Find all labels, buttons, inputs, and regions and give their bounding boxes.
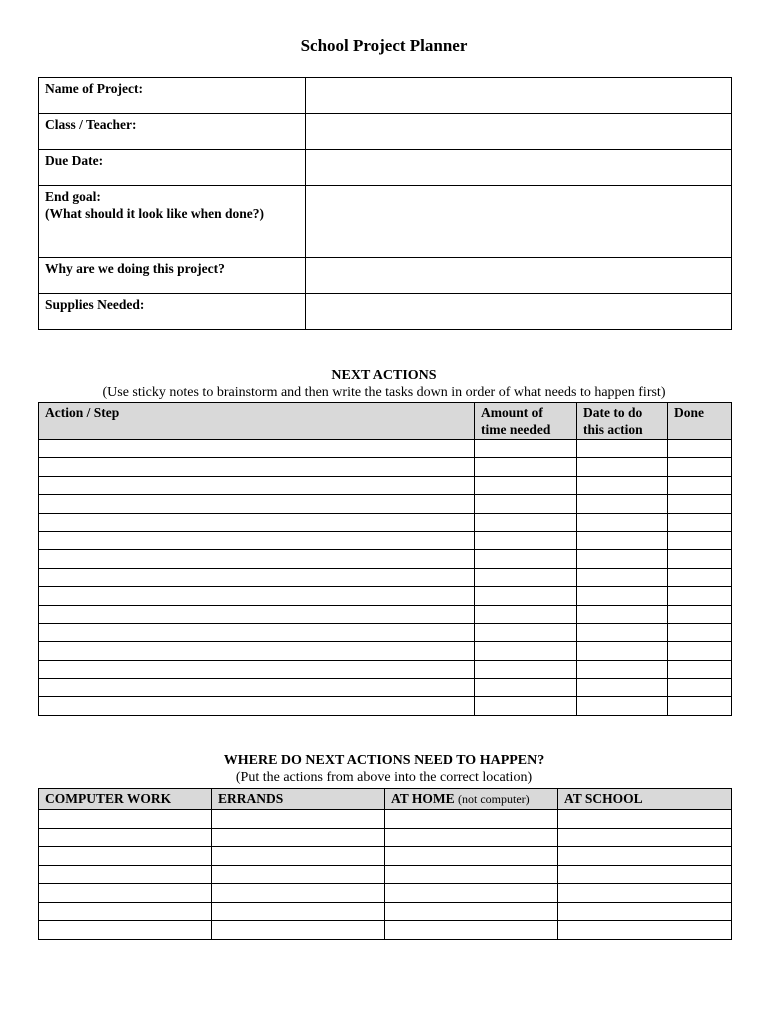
table-cell[interactable] xyxy=(558,921,732,940)
table-cell[interactable] xyxy=(577,531,668,549)
column-header xyxy=(39,789,212,810)
table-header-row xyxy=(39,789,732,810)
table-cell[interactable] xyxy=(668,513,732,531)
table-cell[interactable] xyxy=(668,568,732,586)
table-row xyxy=(39,587,732,605)
column-header-line: Amount of xyxy=(481,405,543,420)
table-cell[interactable] xyxy=(39,587,475,605)
table-cell[interactable] xyxy=(475,587,577,605)
table-cell[interactable] xyxy=(385,865,558,884)
table-row xyxy=(39,902,732,921)
table-cell[interactable] xyxy=(39,605,475,623)
table-cell[interactable] xyxy=(577,660,668,678)
next-actions-table xyxy=(38,402,732,716)
table-row xyxy=(39,847,732,866)
table-cell[interactable] xyxy=(212,810,385,829)
column-header xyxy=(558,789,732,810)
table-cell[interactable] xyxy=(475,513,577,531)
table-row xyxy=(39,440,732,458)
table-row xyxy=(39,697,732,715)
info-row xyxy=(39,258,732,294)
table-cell[interactable] xyxy=(558,902,732,921)
table-cell[interactable] xyxy=(668,531,732,549)
table-cell[interactable] xyxy=(558,865,732,884)
table-cell[interactable] xyxy=(39,550,475,568)
table-cell[interactable] xyxy=(577,550,668,568)
table-cell[interactable] xyxy=(475,476,577,494)
table-cell[interactable] xyxy=(212,884,385,903)
info-label: End goal: xyxy=(45,189,101,204)
column-header-label: COMPUTER WORK xyxy=(45,791,172,806)
table-cell[interactable] xyxy=(668,458,732,476)
column-header-label: ERRANDS xyxy=(218,791,284,806)
table-cell[interactable] xyxy=(577,476,668,494)
column-header xyxy=(475,403,577,440)
info-row xyxy=(39,150,732,186)
table-cell[interactable] xyxy=(212,865,385,884)
table-cell[interactable] xyxy=(212,847,385,866)
table-cell[interactable] xyxy=(39,476,475,494)
table-row xyxy=(39,660,732,678)
table-cell[interactable] xyxy=(39,865,212,884)
table-cell[interactable] xyxy=(577,605,668,623)
table-row xyxy=(39,810,732,829)
info-row xyxy=(39,186,732,258)
table-cell[interactable] xyxy=(668,660,732,678)
table-cell[interactable] xyxy=(577,623,668,641)
info-label: Supplies Needed: xyxy=(39,294,306,330)
table-cell[interactable] xyxy=(385,921,558,940)
table-cell[interactable] xyxy=(385,902,558,921)
column-header xyxy=(668,403,732,440)
column-header-note: (not computer) xyxy=(458,792,530,806)
table-row xyxy=(39,679,732,697)
table-cell[interactable] xyxy=(212,902,385,921)
table-cell[interactable] xyxy=(39,531,475,549)
table-cell[interactable] xyxy=(668,440,732,458)
section-subheading: (Put the actions from above into the correct location) xyxy=(235,770,533,785)
table-cell[interactable] xyxy=(475,623,577,641)
table-cell[interactable] xyxy=(39,440,475,458)
table-cell[interactable] xyxy=(668,550,732,568)
info-label: Due Date: xyxy=(39,150,306,186)
table-row xyxy=(39,605,732,623)
table-cell[interactable] xyxy=(475,495,577,513)
table-cell[interactable] xyxy=(475,531,577,549)
table-cell[interactable] xyxy=(385,828,558,847)
table-cell[interactable] xyxy=(39,697,475,715)
table-cell[interactable] xyxy=(475,550,577,568)
table-cell[interactable] xyxy=(39,828,212,847)
info-field-supplies[interactable] xyxy=(306,294,732,330)
column-header xyxy=(39,403,475,440)
table-row xyxy=(39,531,732,549)
table-cell[interactable] xyxy=(39,623,475,641)
table-row xyxy=(39,865,732,884)
table-row xyxy=(39,921,732,940)
table-cell[interactable] xyxy=(212,921,385,940)
where-table xyxy=(38,788,732,940)
table-cell[interactable] xyxy=(39,642,475,660)
section-heading: WHERE DO NEXT ACTIONS NEED TO HAPPEN? xyxy=(223,753,545,768)
table-cell[interactable] xyxy=(39,568,475,586)
info-label: Class / Teacher: xyxy=(39,114,306,150)
table-cell[interactable] xyxy=(668,587,732,605)
table-cell[interactable] xyxy=(558,828,732,847)
info-field-class-teacher[interactable] xyxy=(306,114,732,150)
table-cell[interactable] xyxy=(39,847,212,866)
table-cell[interactable] xyxy=(475,605,577,623)
column-header-line: time needed xyxy=(481,422,551,437)
table-cell[interactable] xyxy=(668,642,732,660)
table-cell[interactable] xyxy=(39,679,475,697)
column-header xyxy=(385,789,558,810)
table-cell[interactable] xyxy=(39,810,212,829)
column-header-line: this action xyxy=(583,422,643,437)
table-row xyxy=(39,550,732,568)
info-label-cell xyxy=(39,186,306,258)
table-cell[interactable] xyxy=(39,921,212,940)
section-subheading: (Use sticky notes to brainstorm and then write the tasks down in order of what needs to happen first) xyxy=(102,385,666,400)
table-row xyxy=(39,513,732,531)
table-cell[interactable] xyxy=(668,679,732,697)
table-cell[interactable] xyxy=(39,884,212,903)
info-label: Name of Project: xyxy=(39,78,306,114)
table-cell[interactable] xyxy=(577,513,668,531)
info-row xyxy=(39,114,732,150)
table-cell[interactable] xyxy=(577,458,668,476)
table-cell[interactable] xyxy=(668,623,732,641)
table-cell[interactable] xyxy=(385,847,558,866)
table-cell[interactable] xyxy=(39,513,475,531)
table-row xyxy=(39,642,732,660)
table-header-row xyxy=(39,403,732,440)
table-cell[interactable] xyxy=(577,568,668,586)
table-cell[interactable] xyxy=(39,495,475,513)
table-row xyxy=(39,458,732,476)
table-cell[interactable] xyxy=(385,884,558,903)
table-cell[interactable] xyxy=(577,679,668,697)
table-cell[interactable] xyxy=(475,642,577,660)
table-cell[interactable] xyxy=(475,440,577,458)
where-header xyxy=(0,752,768,786)
column-header-line: Action / Step xyxy=(45,405,120,420)
table-row xyxy=(39,476,732,494)
table-row xyxy=(39,495,732,513)
table-cell[interactable] xyxy=(475,660,577,678)
table-cell[interactable] xyxy=(668,697,732,715)
section-heading: NEXT ACTIONS xyxy=(331,368,437,383)
project-info-table xyxy=(38,77,732,330)
table-cell[interactable] xyxy=(558,847,732,866)
table-cell[interactable] xyxy=(668,476,732,494)
column-header-line: Done xyxy=(674,405,704,420)
table-cell[interactable] xyxy=(475,458,577,476)
column-header-label: AT SCHOOL xyxy=(564,791,643,806)
column-header xyxy=(577,403,668,440)
table-cell[interactable] xyxy=(385,810,558,829)
info-field-name-of-project[interactable] xyxy=(306,78,732,114)
table-cell[interactable] xyxy=(212,828,385,847)
table-row xyxy=(39,568,732,586)
table-cell[interactable] xyxy=(668,495,732,513)
info-sublabel: (What should it look like when done?) xyxy=(45,206,265,221)
table-cell[interactable] xyxy=(577,642,668,660)
table-cell[interactable] xyxy=(39,660,475,678)
table-cell[interactable] xyxy=(39,458,475,476)
column-header-line: Date to do xyxy=(583,405,643,420)
info-row xyxy=(39,78,732,114)
next-actions-header xyxy=(0,367,768,401)
table-row xyxy=(39,623,732,641)
table-cell[interactable] xyxy=(577,697,668,715)
column-header xyxy=(212,789,385,810)
table-cell[interactable] xyxy=(558,810,732,829)
info-field-end-goal[interactable] xyxy=(306,186,732,258)
table-cell[interactable] xyxy=(577,495,668,513)
table-cell[interactable] xyxy=(475,697,577,715)
info-row xyxy=(39,294,732,330)
column-header-label: AT HOME xyxy=(391,791,455,806)
info-field-why[interactable] xyxy=(306,258,732,294)
table-row xyxy=(39,884,732,903)
table-cell[interactable] xyxy=(577,440,668,458)
info-label: Why are we doing this project? xyxy=(39,258,306,294)
table-cell[interactable] xyxy=(577,587,668,605)
info-field-due-date[interactable] xyxy=(306,150,732,186)
table-cell[interactable] xyxy=(475,679,577,697)
table-cell[interactable] xyxy=(475,568,577,586)
table-cell[interactable] xyxy=(39,902,212,921)
table-cell[interactable] xyxy=(558,884,732,903)
page-title: School Project Planner xyxy=(300,36,468,55)
table-row xyxy=(39,828,732,847)
table-cell[interactable] xyxy=(668,605,732,623)
